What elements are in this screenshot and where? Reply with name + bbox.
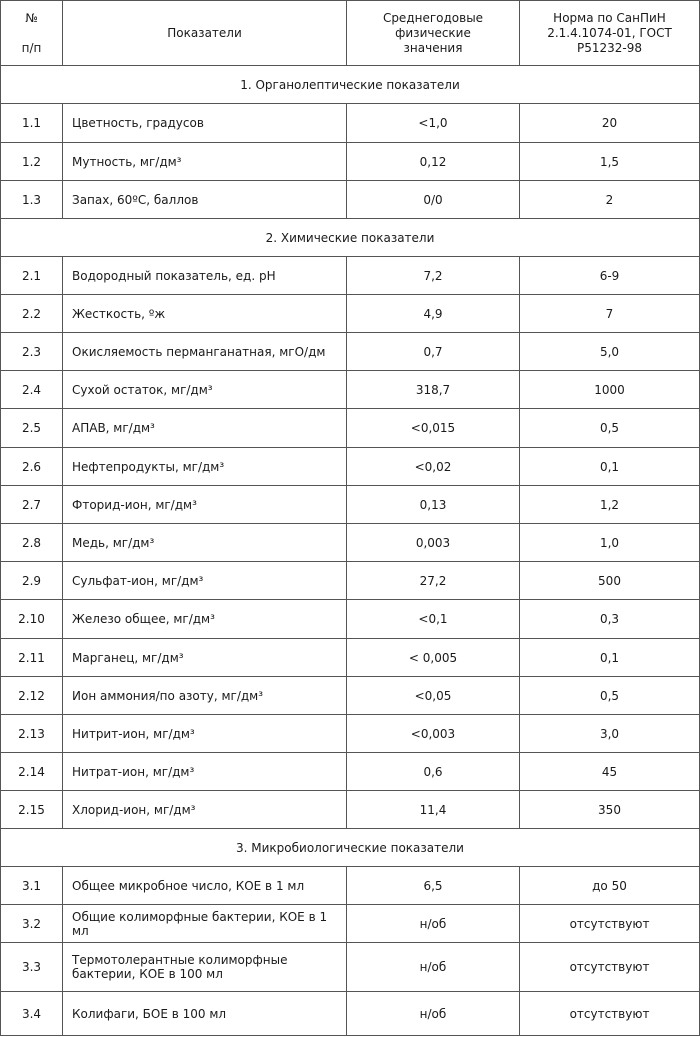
row-measured-value: 6,5 (347, 867, 520, 905)
row-indicator-name: Сульфат-ион, мг/дм³ (63, 562, 347, 600)
row-indicator-name: Нитрат-ион, мг/дм³ (63, 753, 347, 791)
table-row (1, 409, 700, 448)
table-row (1, 104, 700, 143)
row-indicator-name: Железо общее, мг/дм³ (63, 600, 347, 639)
row-number: 2.1 (1, 257, 63, 295)
row-norm-value: 350 (520, 791, 700, 829)
row-measured-value: 11,4 (347, 791, 520, 829)
row-indicator-name: Мутность, мг/дм³ (63, 143, 347, 181)
table-row (1, 524, 700, 562)
row-norm-value: 500 (520, 562, 700, 600)
table-row (1, 143, 700, 181)
table-row (1, 562, 700, 600)
row-measured-value: 0,003 (347, 524, 520, 562)
table-row (1, 715, 700, 753)
row-number: 3.1 (1, 867, 63, 905)
row-measured-value: <0,1 (347, 600, 520, 639)
table-row (1, 791, 700, 829)
row-norm-value: 0,3 (520, 600, 700, 639)
row-indicator-name: Сухой остаток, мг/дм³ (63, 371, 347, 409)
row-number: 2.4 (1, 371, 63, 409)
row-indicator-name: Хлорид-ион, мг/дм³ (63, 791, 347, 829)
row-measured-value: н/об (347, 905, 520, 943)
table-body (1, 66, 700, 1036)
row-norm-value: 0,5 (520, 409, 700, 448)
section-title: 2. Химические показатели (1, 219, 700, 257)
row-measured-value: 0,6 (347, 753, 520, 791)
row-indicator-name: Цветность, градусов (63, 104, 347, 143)
row-number: 2.2 (1, 295, 63, 333)
table-row (1, 753, 700, 791)
row-indicator-name: Жесткость, ºж (63, 295, 347, 333)
row-norm-value: 20 (520, 104, 700, 143)
row-indicator-name: АПАВ, мг/дм³ (63, 409, 347, 448)
row-norm-value: 1000 (520, 371, 700, 409)
table-row (1, 181, 700, 219)
table-row (1, 867, 700, 905)
row-norm-value: 45 (520, 753, 700, 791)
row-number: 2.10 (1, 600, 63, 639)
row-norm-value: отсутствуют (520, 943, 700, 992)
header-value: Среднегодовые физические значения (347, 1, 520, 66)
row-indicator-name: Нефтепродукты, мг/дм³ (63, 448, 347, 486)
header-num-label: п/п (21, 40, 42, 55)
table-row (1, 257, 700, 295)
row-measured-value: 0,13 (347, 486, 520, 524)
row-measured-value: <0,05 (347, 677, 520, 715)
table-row (1, 943, 700, 992)
table-row (1, 448, 700, 486)
header-row (1, 1, 700, 66)
row-measured-value: 4,9 (347, 295, 520, 333)
row-number: 2.8 (1, 524, 63, 562)
row-norm-value: 6-9 (520, 257, 700, 295)
row-number: 3.4 (1, 992, 63, 1036)
table-row (1, 371, 700, 409)
row-indicator-name: Фторид-ион, мг/дм³ (63, 486, 347, 524)
row-number: 1.1 (1, 104, 63, 143)
row-measured-value: <0,003 (347, 715, 520, 753)
row-number: 2.13 (1, 715, 63, 753)
row-measured-value: 0/0 (347, 181, 520, 219)
row-indicator-name: Нитрит-ион, мг/дм³ (63, 715, 347, 753)
row-measured-value: <0,015 (347, 409, 520, 448)
table-row (1, 295, 700, 333)
row-number: 2.3 (1, 333, 63, 371)
row-norm-value: отсутствуют (520, 905, 700, 943)
row-number: 2.7 (1, 486, 63, 524)
row-norm-value: 0,5 (520, 677, 700, 715)
row-measured-value: < 0,005 (347, 639, 520, 677)
row-indicator-name: Марганец, мг/дм³ (63, 639, 347, 677)
row-number: 2.5 (1, 409, 63, 448)
row-measured-value: <1,0 (347, 104, 520, 143)
row-measured-value: 7,2 (347, 257, 520, 295)
row-norm-value: 3,0 (520, 715, 700, 753)
row-indicator-name: Водородный показатель, ед. рН (63, 257, 347, 295)
row-norm-value: 0,1 (520, 448, 700, 486)
section-row (1, 219, 700, 257)
row-measured-value: 27,2 (347, 562, 520, 600)
row-norm-value: 0,1 (520, 639, 700, 677)
table-row (1, 905, 700, 943)
table-row (1, 486, 700, 524)
row-number: 1.2 (1, 143, 63, 181)
table-row (1, 677, 700, 715)
row-norm-value: 1,5 (520, 143, 700, 181)
row-norm-value: 7 (520, 295, 700, 333)
row-measured-value: н/об (347, 992, 520, 1036)
row-indicator-name: Общие колиморфные бактерии, КОЕ в 1 мл (63, 905, 347, 943)
row-measured-value: <0,02 (347, 448, 520, 486)
row-norm-value: 5,0 (520, 333, 700, 371)
row-indicator-name: Ион аммония/по азоту, мг/дм³ (63, 677, 347, 715)
table-row (1, 600, 700, 639)
table-row (1, 333, 700, 371)
section-title: 3. Микробиологические показатели (1, 829, 700, 867)
section-row (1, 66, 700, 104)
row-measured-value: н/об (347, 943, 520, 992)
row-norm-value: 1,2 (520, 486, 700, 524)
row-number: 1.3 (1, 181, 63, 219)
row-number: 2.11 (1, 639, 63, 677)
header-num (1, 1, 63, 66)
row-indicator-name: Колифаги, БОЕ в 100 мл (63, 992, 347, 1036)
section-row (1, 829, 700, 867)
row-number: 3.2 (1, 905, 63, 943)
row-measured-value: 0,7 (347, 333, 520, 371)
row-number: 2.15 (1, 791, 63, 829)
row-number: 2.6 (1, 448, 63, 486)
row-indicator-name: Запах, 60ºС, баллов (63, 181, 347, 219)
row-norm-value: отсутствуют (520, 992, 700, 1036)
header-norm: Норма по СанПиН 2.1.4.1074-01, ГОСТ Р51232-98 (520, 1, 700, 66)
row-norm-value: 1,0 (520, 524, 700, 562)
table-row (1, 639, 700, 677)
row-number: 2.14 (1, 753, 63, 791)
section-title: 1. Органолептические показатели (1, 66, 700, 104)
table-row (1, 992, 700, 1036)
row-indicator-name: Термотолерантные колиморфные бактерии, КОЕ в 100 мл (63, 943, 347, 992)
row-indicator-name: Медь, мг/дм³ (63, 524, 347, 562)
header-num-symbol: № (25, 10, 38, 25)
row-measured-value: 318,7 (347, 371, 520, 409)
row-norm-value: до 50 (520, 867, 700, 905)
row-number: 3.3 (1, 943, 63, 992)
row-indicator-name: Окисляемость перманганатная, мгО/дм (63, 333, 347, 371)
row-indicator-name: Общее микробное число, КОЕ в 1 мл (63, 867, 347, 905)
row-number: 2.9 (1, 562, 63, 600)
row-number: 2.12 (1, 677, 63, 715)
row-norm-value: 2 (520, 181, 700, 219)
header-indicator: Показатели (63, 1, 347, 66)
row-measured-value: 0,12 (347, 143, 520, 181)
